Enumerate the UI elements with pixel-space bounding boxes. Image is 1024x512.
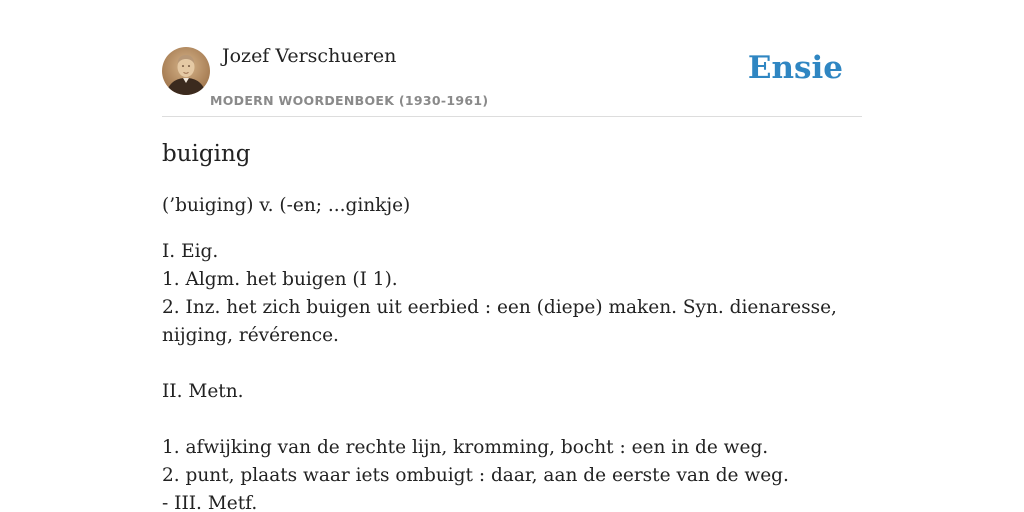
definition-line: 2. punt, plaats waar iets ombuigt : daar, aan de eerste van de weg. [162, 465, 789, 486]
definition-line: - III. Metf. [162, 493, 258, 512]
author-avatar[interactable] [162, 47, 210, 95]
ensie-logo[interactable]: Ensie [747, 50, 843, 86]
dictionary-source[interactable]: MODERN WOORDENBOEK (1930-1961) [210, 93, 489, 108]
entry-term: buiging [162, 141, 251, 167]
entry-content [162, 136, 862, 512]
author-name[interactable]: Jozef Verschueren [222, 45, 397, 67]
entry-grammar: (’buiging) v. (-en; ...ginkje) [162, 195, 411, 216]
entry-header [162, 40, 862, 117]
definition-line: II. Metn. [162, 381, 244, 402]
definition-line: 1. Algm. het buigen (I 1). [162, 269, 398, 290]
definition-line: 1. afwijking van de rechte lijn, kromming, bocht : een in de weg. [162, 437, 769, 458]
definition-line: 2. Inz. het zich buigen uit eerbied : een (diepe) maken. Syn. dienaresse, nijging, révérence. [162, 297, 837, 346]
definition-spacer [162, 350, 862, 378]
definition-line: I. Eig. [162, 241, 219, 262]
definition-spacer [162, 406, 862, 434]
author-portrait-image [162, 47, 210, 95]
entry-definition [162, 238, 862, 512]
